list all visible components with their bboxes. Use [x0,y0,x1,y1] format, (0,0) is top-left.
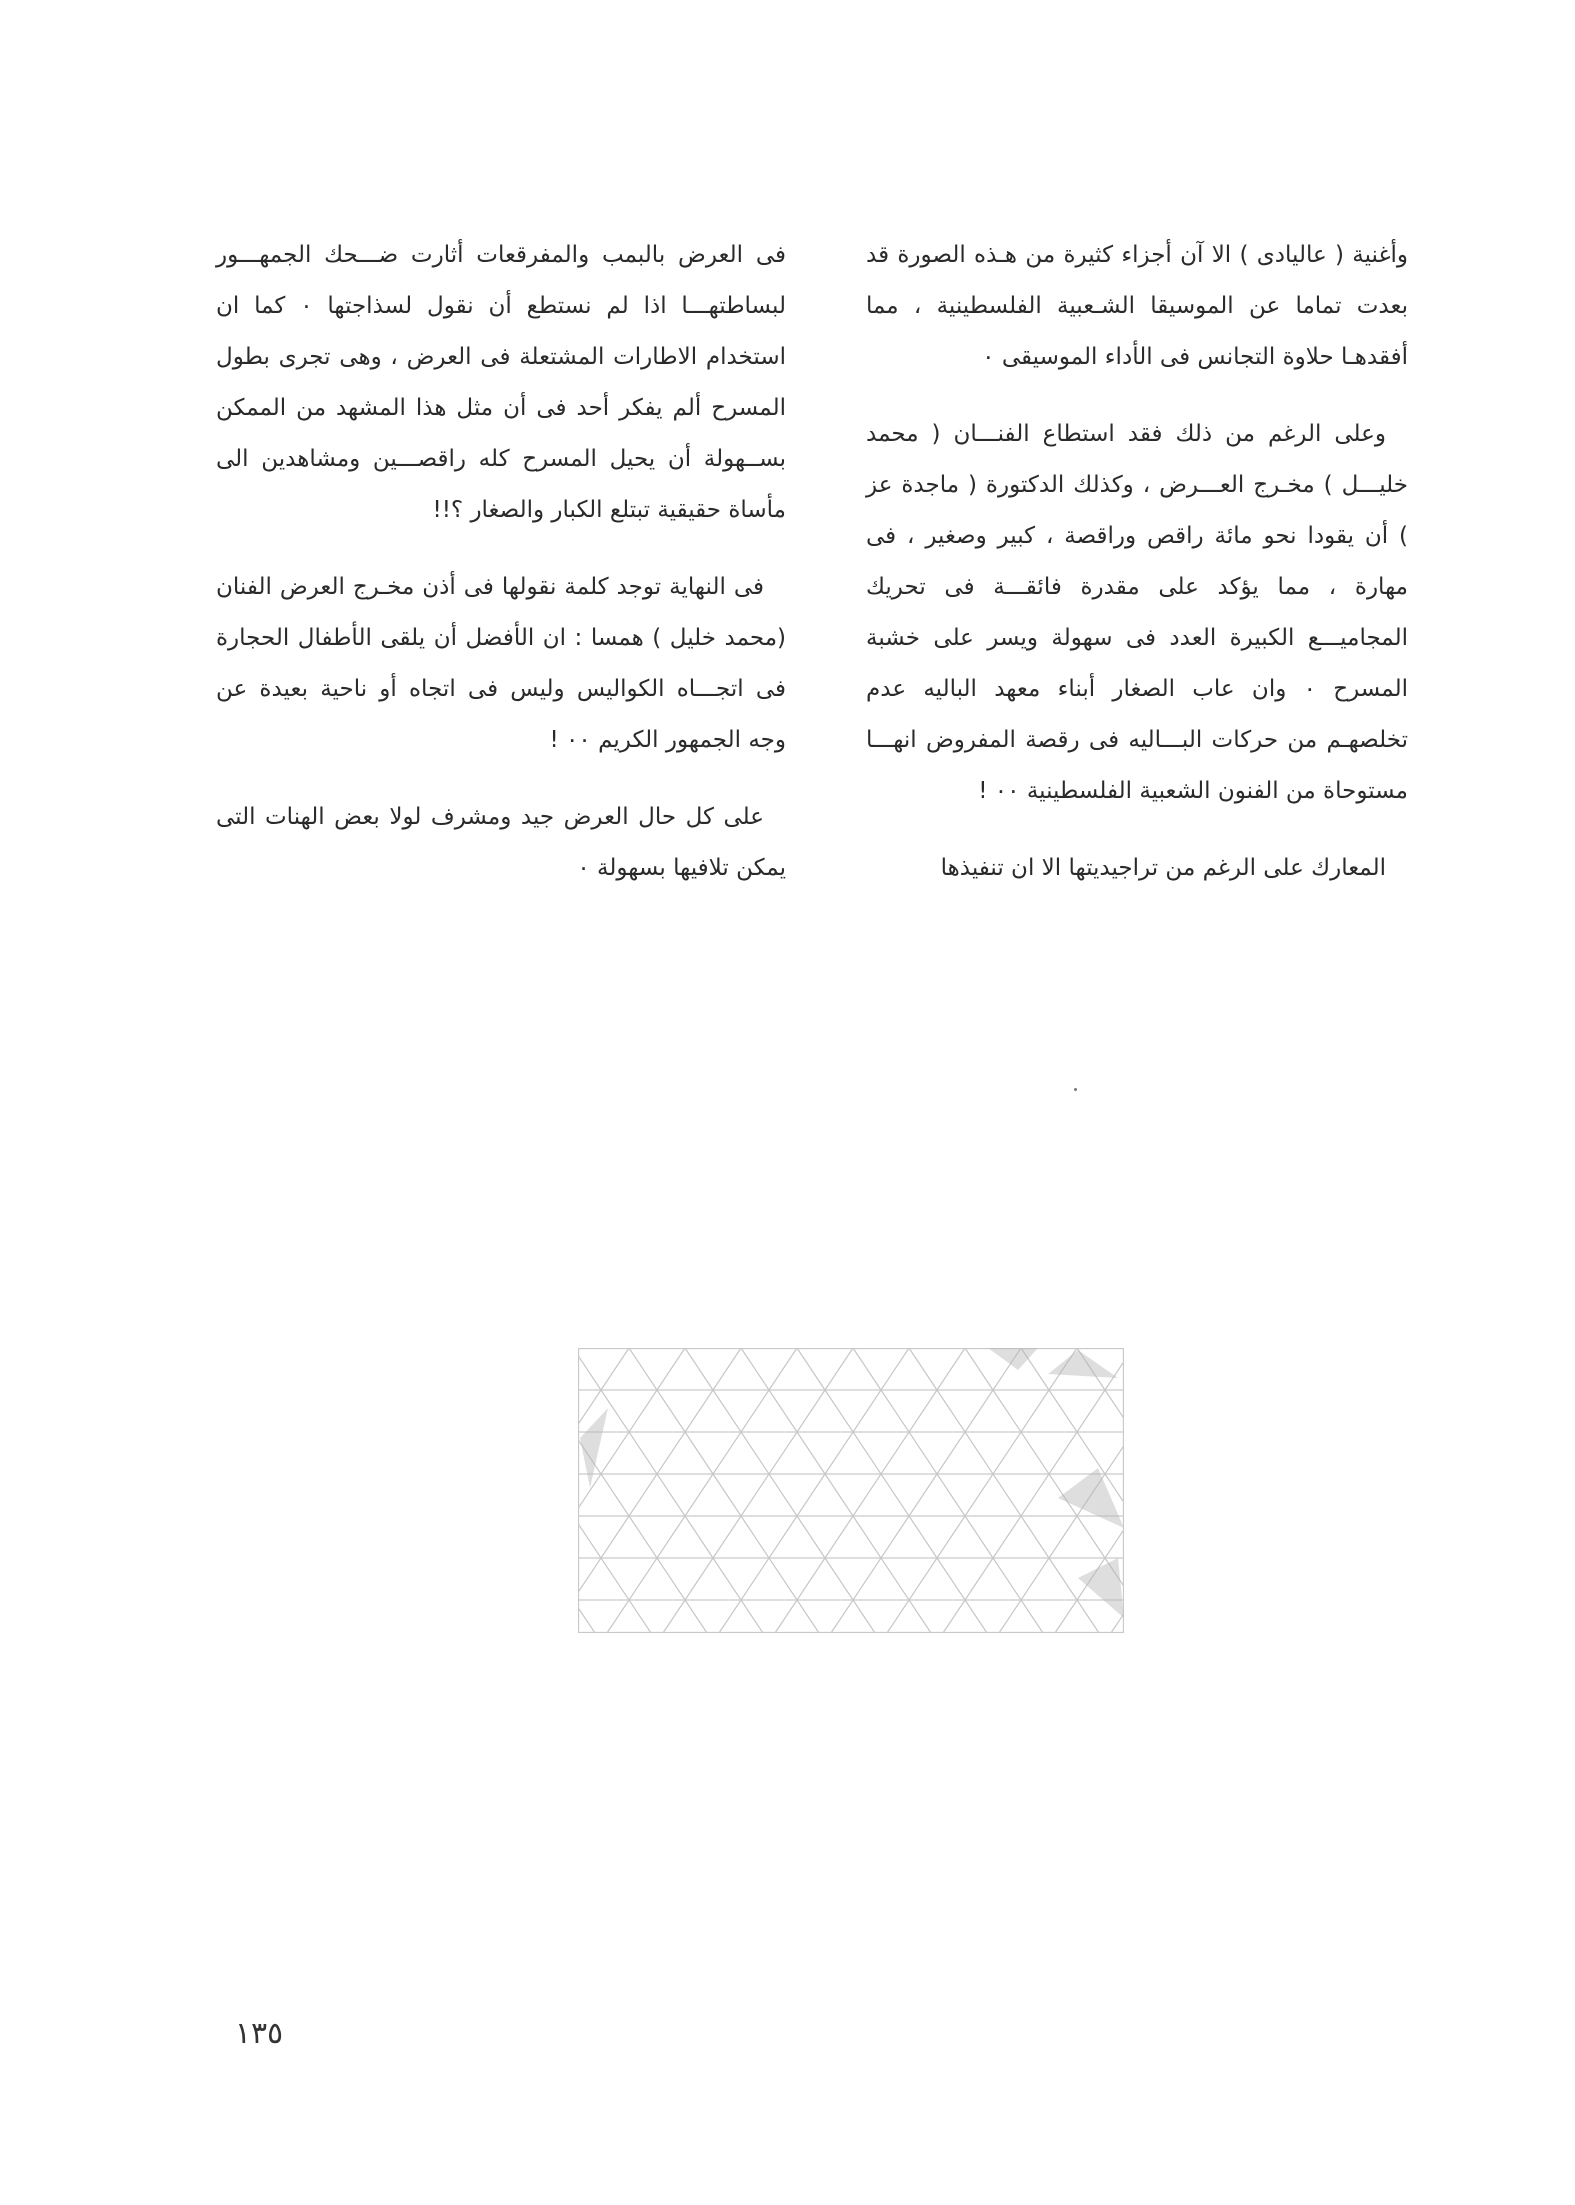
paragraph: فى العرض بالبمب والمفرقعات أثارت ضـــحك الجمهـــور لبساطتهـــا اذا لم نستطع أن نقول لسذاجتها ٠ كما ان استخدام الاطارات المشتعلة فى العرض ، وهى تجرى بطول المسرح ألم يفكر أحد فى أن مثل هذا المشهد من الممكن بســهولة أن يحيل المسرح كله راقصـــين ومشاهدين الى مأساة حقيقية تبتلع الكبار والصغار ؟!! [216,242,786,523]
paragraph: على كل حال العرض جيد ومشرف لولا بعض الهنات التى يمكن تلافيها بسهولة ٠ [216,804,786,881]
print-speck [1074,1088,1077,1091]
paragraph: المعارك على الرغم من تراجيديتها الا ان تنفيذها [940,855,1386,881]
text-column-right [866,230,1408,894]
paragraph: وأغنية ( عاليادى ) الا آن أجزاء كثيرة من هـذه الصورة قد بعدت تماما عن الموسيقا الشـعبية الفلسطينية ، مما أفقدهـا حلاوة التجانس فى الأداء الموسيقى ٠ [866,242,1408,370]
paragraph: فى النهاية توجد كلمة نقولها فى أذن مخـرج العرض الفنان (محمد خليل ) همسا : ان الأفضل أن يلقى الأطفال الحجارة فى اتجـــاه الكواليس وليس فى اتجاه أو ناحية بعيدة عن وجه الجمهور الكريم ٠٠ ! [216,574,786,753]
paragraph: وعلى الرغم من ذلك فقد استطاع الفنـــان ( محمد خليـــل ) مخـرج العـــرض ، وكذلك الدكتورة ( ماجدة عز ) أن يقودا نحو مائة راقص وراقصة ، كبير وصغير ، فى مهارة ، مما يؤكد على مقدرة فائقـــة فى تحريك المجاميـــع الكبيرة العدد فى سهولة ويسر على خشبة المسرح ٠ وان عاب الصغار أبناء معهد الباليه عدم تخلصهـم من حركات البـــاليه فى رقصة المفروض انهـــا مستوحاة من الفنون الشعبية الفلسطينية ٠٠ ! [866,421,1409,804]
page-number: ١٣٥ [234,2016,284,2051]
triangle-lattice-ornament-icon [578,1348,1124,1633]
text-column-left [216,230,786,894]
